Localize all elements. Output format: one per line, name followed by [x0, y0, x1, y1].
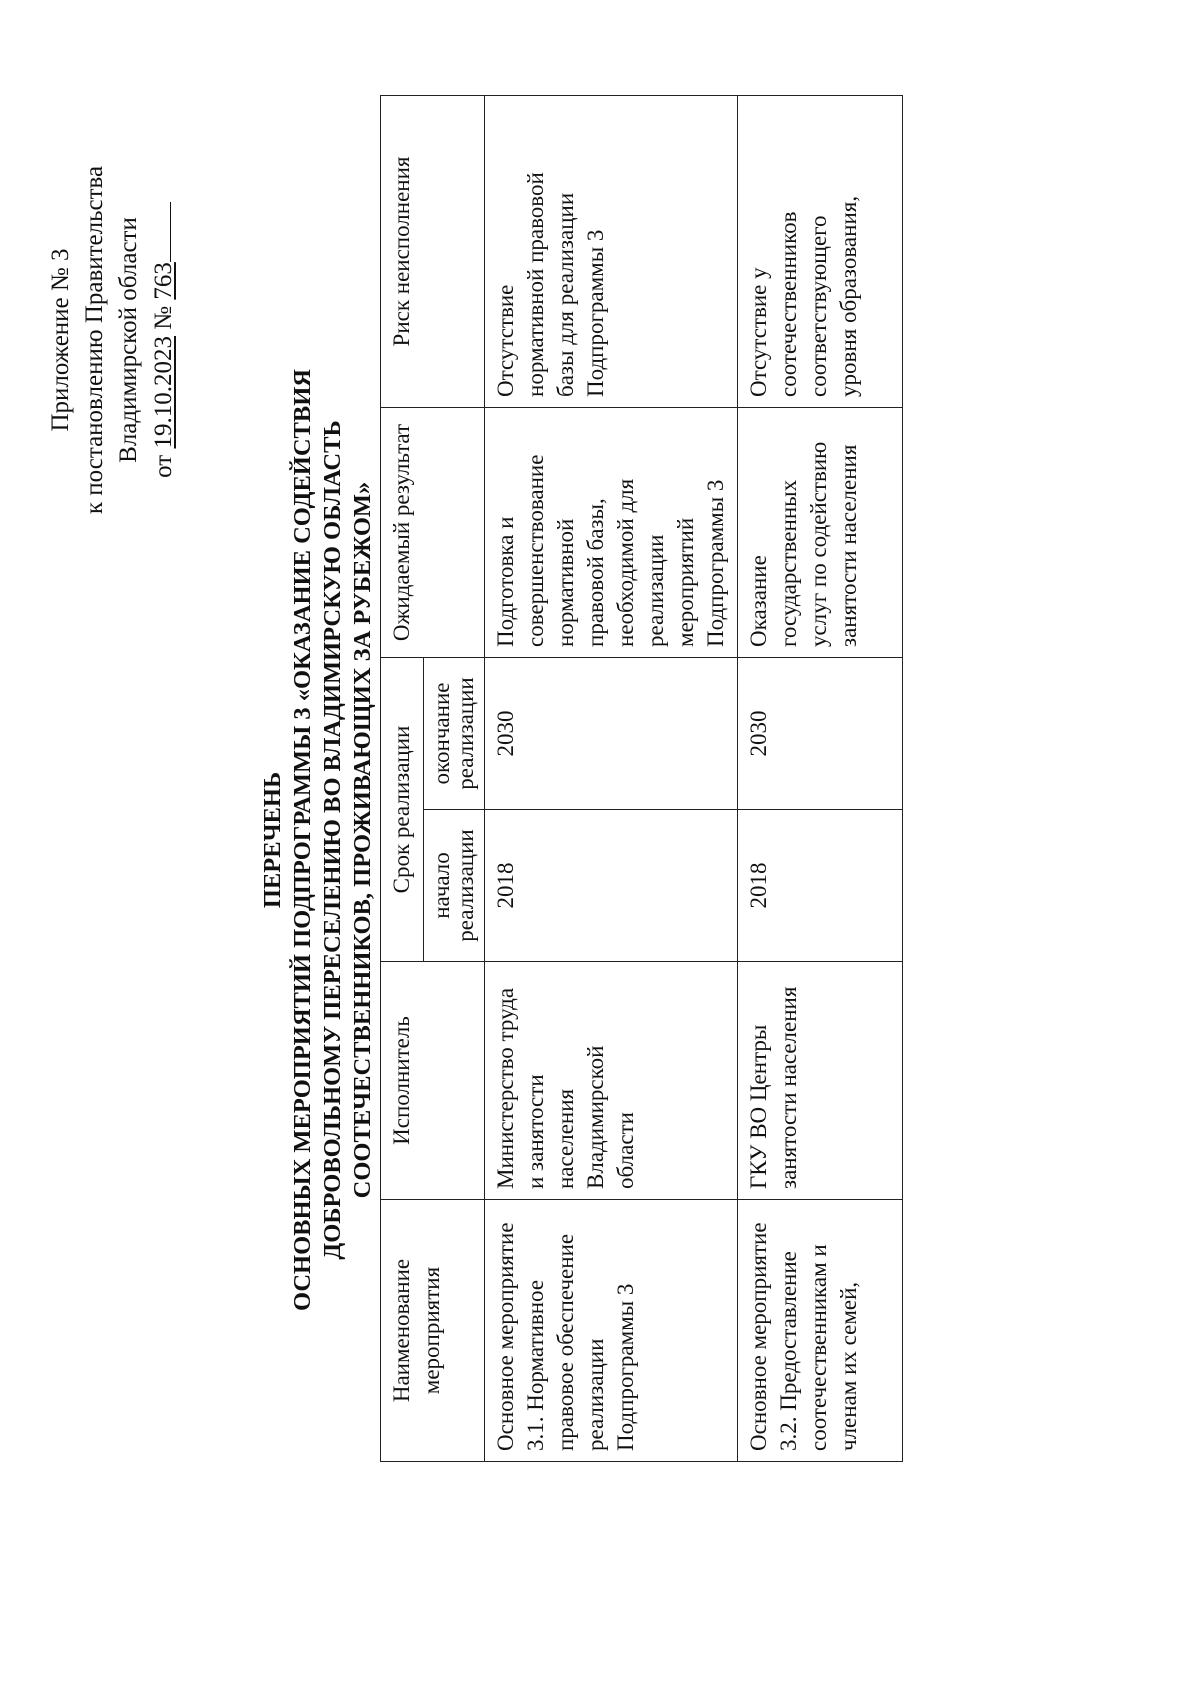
- measures-table: [380, 95, 903, 1462]
- cell-end: 2030: [485, 657, 738, 809]
- heading-line-2: ОСНОВНЫХ МЕРОПРИЯТИЙ ПОДПРОГРАММЫ 3 «ОКАЗАНИЕ СОДЕЙСТВИЯ: [289, 369, 316, 1312]
- cell-risk: Отсутствие у соотечественников соответствующего уровня образования,: [738, 95, 903, 407]
- cell-result: Подготовка и совершенствование нормативной правовой базы, необходимой для реализации мероприятий Подпрограммы 3: [485, 407, 738, 657]
- table-header-row: [381, 95, 424, 1461]
- cell-name: Основное мероприятие 3.1. Нормативное правовое обеспечение реализации Подпрограммы 3: [485, 1200, 738, 1462]
- cell-result: Оказание государственных услуг по содействию занятости населения: [738, 407, 903, 657]
- date-prefix: от: [150, 454, 177, 478]
- header-risk: Риск неисполнения: [381, 95, 485, 407]
- header-executor: Исполнитель: [381, 962, 485, 1200]
- header-term: Срок реализации: [381, 657, 424, 961]
- appendix-region: Владимирской области: [115, 217, 142, 463]
- document-heading: [258, 220, 378, 1460]
- heading-line-1: ПЕРЕЧЕНЬ: [259, 771, 286, 909]
- number-prefix: №: [150, 305, 177, 330]
- resolution-date: 19.10.2023: [150, 336, 177, 449]
- header-end: окончание реализации: [424, 657, 485, 809]
- header-name: Наименование мероприятия: [381, 1200, 485, 1462]
- table-row: [738, 95, 903, 1461]
- heading-line-4: СООТЕЧЕСТВЕННИКОВ, ПРОЖИВАЮЩИХ ЗА РУБЕЖОМ»: [349, 481, 376, 1199]
- header-result: Ожидаемый результат: [381, 407, 485, 657]
- cell-start: 2018: [485, 810, 738, 962]
- heading-line-3: ДОБРОВОЛЬНОМУ ПЕРЕСЕЛЕНИЮ ВО ВЛАДИМИРСКУЮ ОБЛАСТЬ: [319, 420, 346, 1260]
- cell-executor: ГКУ ВО Центры занятости населения: [738, 962, 903, 1200]
- cell-risk: Отсутствие нормативной правовой базы для реализации Подпрограммы 3: [485, 95, 738, 407]
- cell-executor: Министерство труда и занятости населения Владимирской области: [485, 962, 738, 1200]
- cell-start: 2018: [738, 810, 903, 962]
- appendix-resolution: к постановлению Правительства: [81, 165, 108, 515]
- header-start: начало реализации: [424, 810, 485, 962]
- appendix-title: Приложение № 3: [47, 248, 74, 432]
- document-page: [20, 40, 1150, 1660]
- cell-name: Основное мероприятие 3.2. Предоставление соотечественникам и членам их семей,: [738, 1200, 903, 1462]
- appendix-block: [44, 80, 181, 600]
- table-row: [485, 95, 738, 1461]
- appendix-date-line: [146, 80, 181, 600]
- signature-blank: [146, 202, 171, 262]
- cell-end: 2030: [738, 657, 903, 809]
- resolution-number: 763: [150, 262, 177, 300]
